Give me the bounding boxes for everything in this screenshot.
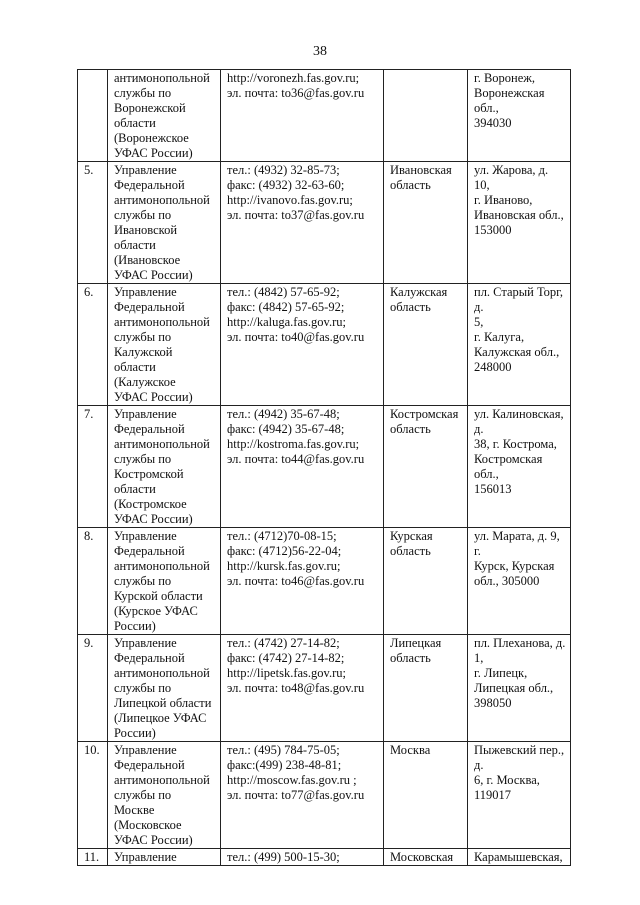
row-number: 7. bbox=[78, 406, 108, 528]
office-contacts: тел.: (4742) 27-14-82; факс: (4742) 27-14-82; http://lipetsk.fas.gov.ru; эл. почта: to48@fas.gov.ru bbox=[221, 635, 384, 742]
row-number: 8. bbox=[78, 528, 108, 635]
table-row bbox=[78, 70, 571, 162]
office-contacts: тел.: (499) 500-15-30; bbox=[221, 849, 384, 866]
office-contacts: тел.: (4932) 32-85-73; факс: (4932) 32-63-60; http://ivanovo.fas.gov.ru; эл. почта: to37@fas.gov.ru bbox=[221, 162, 384, 284]
table-row bbox=[78, 284, 571, 406]
office-contacts: тел.: (4942) 35-67-48; факс: (4942) 35-67-48; http://kostroma.fas.gov.ru; эл. почта: to44@fas.gov.ru bbox=[221, 406, 384, 528]
office-region bbox=[384, 70, 468, 162]
table-row bbox=[78, 742, 571, 849]
office-region: Калужская область bbox=[384, 284, 468, 406]
office-name: Управление Федеральной антимонопольной службы по Костромской области (Костромское УФАС России) bbox=[108, 406, 221, 528]
office-contacts: http://voronezh.fas.gov.ru; эл. почта: to36@fas.gov.ru bbox=[221, 70, 384, 162]
office-address: пл. Плеханова, д. 1, г. Липецк, Липецкая обл., 398050 bbox=[468, 635, 571, 742]
office-region: Москва bbox=[384, 742, 468, 849]
office-address: г. Воронеж, Воронежская обл., 394030 bbox=[468, 70, 571, 162]
page-number: 38 bbox=[313, 44, 327, 59]
office-contacts: тел.: (4842) 57-65-92; факс: (4842) 57-65-92; http://kaluga.fas.gov.ru; эл. почта: to40@fas.gov.ru bbox=[221, 284, 384, 406]
table-row bbox=[78, 528, 571, 635]
row-number: 6. bbox=[78, 284, 108, 406]
office-region: Московская bbox=[384, 849, 468, 866]
office-address: ул. Калиновская, д. 38, г. Кострома, Костромская обл., 156013 bbox=[468, 406, 571, 528]
office-address: Пыжевский пер., д. 6, г. Москва, 119017 bbox=[468, 742, 571, 849]
office-address: ул. Жарова, д. 10, г. Иваново, Ивановская обл., 153000 bbox=[468, 162, 571, 284]
row-number: 11. bbox=[78, 849, 108, 866]
office-address: пл. Старый Торг, д. 5, г. Калуга, Калужская обл., 248000 bbox=[468, 284, 571, 406]
office-name: антимонопольной службы по Воронежской области (Воронежское УФАС России) bbox=[108, 70, 221, 162]
office-region: Курская область bbox=[384, 528, 468, 635]
table-row bbox=[78, 406, 571, 528]
office-contacts: тел.: (495) 784-75-05; факс:(499) 238-48-81; http://moscow.fas.gov.ru ; эл. почта: to77@fas.gov.ru bbox=[221, 742, 384, 849]
office-name: Управление Федеральной антимонопольной службы по Ивановской области (Ивановское УФАС России) bbox=[108, 162, 221, 284]
office-name: Управление Федеральной антимонопольной службы по Курской области (Курское УФАС России) bbox=[108, 528, 221, 635]
table-row bbox=[78, 162, 571, 284]
table-row bbox=[78, 635, 571, 742]
row-number: 10. bbox=[78, 742, 108, 849]
row-number: 9. bbox=[78, 635, 108, 742]
office-region: Костромская область bbox=[384, 406, 468, 528]
fas-offices-table bbox=[77, 69, 571, 866]
office-name: Управление Федеральной антимонопольной службы по Липецкой области (Липецкое УФАС России) bbox=[108, 635, 221, 742]
office-address: ул. Марата, д. 9, г. Курск, Курская обл., 305000 bbox=[468, 528, 571, 635]
office-address: Карамышевская, bbox=[468, 849, 571, 866]
row-number: 5. bbox=[78, 162, 108, 284]
office-name: Управление bbox=[108, 849, 221, 866]
table-row bbox=[78, 849, 571, 866]
office-name: Управление Федеральной антимонопольной службы по Москве (Московское УФАС России) bbox=[108, 742, 221, 849]
row-number bbox=[78, 70, 108, 162]
office-name: Управление Федеральной антимонопольной службы по Калужской области (Калужское УФАС России) bbox=[108, 284, 221, 406]
office-contacts: тел.: (4712)70-08-15; факс: (4712)56-22-04; http://kursk.fas.gov.ru; эл. почта: to46@fas.gov.ru bbox=[221, 528, 384, 635]
office-region: Липецкая область bbox=[384, 635, 468, 742]
office-region: Ивановская область bbox=[384, 162, 468, 284]
